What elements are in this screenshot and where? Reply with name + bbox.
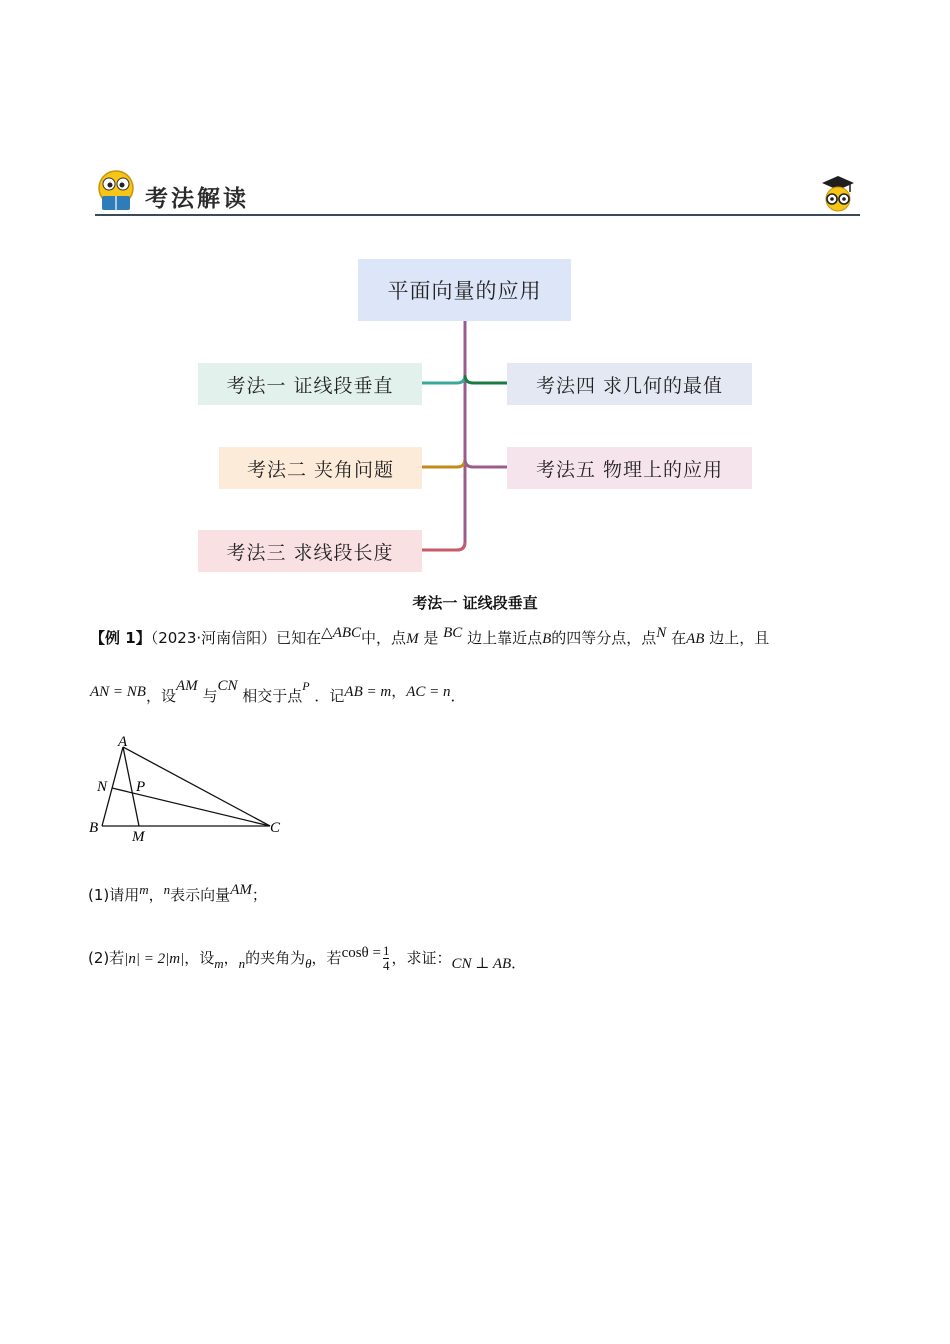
var-n: n	[163, 882, 171, 897]
fraction-one-quarter	[383, 944, 390, 973]
vector-am: AM	[175, 678, 198, 694]
mindmap-root: 平面向量的应用	[358, 259, 571, 321]
text: 是	[423, 629, 439, 647]
q2-number: (2)	[88, 949, 110, 967]
text: ，	[391, 682, 407, 700]
text: ．	[511, 954, 527, 972]
q1-number: (1)	[88, 886, 110, 904]
example-tag: 例 1	[105, 629, 136, 647]
text: 与	[202, 687, 218, 705]
conclusion-perpendicular: CN ⊥ AB	[451, 956, 512, 972]
text: ．	[450, 687, 466, 705]
text: 请用	[109, 886, 140, 904]
text: 已知在	[276, 629, 322, 647]
label-a: A	[118, 734, 128, 750]
vector-am: AM	[230, 882, 252, 898]
point-m: M	[406, 631, 419, 647]
label-n: N	[97, 779, 108, 795]
example-line-1	[90, 627, 769, 648]
var-theta: θ	[305, 956, 312, 971]
header-title: 考法解读	[145, 185, 249, 212]
magnitude-condition: |n| = 2|m|	[124, 951, 185, 967]
question-2	[88, 944, 526, 973]
example-line-2	[90, 678, 466, 705]
example-bracket-open: 【	[90, 629, 106, 647]
eq-an-nb: AN = NB	[90, 684, 146, 700]
label-b: B	[89, 820, 99, 836]
label-c: C	[270, 820, 281, 836]
text: ，若	[311, 949, 342, 967]
text: 相交于点	[242, 687, 303, 705]
text: 边上，且	[709, 629, 770, 647]
segment-bc: BC	[443, 625, 463, 641]
text: ，	[223, 949, 239, 967]
text: 表示向量	[170, 886, 231, 904]
var-m: m	[214, 956, 224, 971]
text: 的夹角为	[245, 949, 306, 967]
mindmap-node-method-5: 考法五 物理上的应用	[507, 447, 752, 489]
point-n: N	[656, 625, 667, 641]
mindmap-node-method-1: 考法一 证线段垂直	[198, 363, 422, 405]
point-b: B	[542, 631, 552, 647]
text: ；	[251, 886, 267, 904]
text: ，设	[145, 687, 176, 705]
cos-theta: cosθ =	[341, 945, 381, 961]
example-bracket-close: 】	[135, 629, 151, 647]
text: 中，点	[361, 629, 407, 647]
segment-ab: AB	[686, 631, 705, 647]
mindmap-node-method-4: 考法四 求几何的最值	[507, 363, 752, 405]
text: ，求证：	[391, 949, 452, 967]
var-m: m	[139, 882, 149, 897]
text: ．记	[314, 687, 345, 705]
question-1	[88, 884, 267, 905]
text: ，设	[184, 949, 215, 967]
eq-ab-m: AB = m	[344, 684, 392, 700]
eq-ac-n: AC = n	[406, 684, 451, 700]
text: 在	[671, 629, 687, 647]
text: 的四等分点，点	[551, 629, 657, 647]
vector-cn: CN	[217, 678, 238, 694]
fraction-denominator: 4	[382, 958, 390, 973]
label-m: M	[132, 829, 145, 845]
label-p: P	[136, 779, 146, 795]
var-n: n	[238, 956, 246, 971]
triangle-abc: △ABC	[321, 625, 362, 641]
section-title: 考法一 证线段垂直	[412, 594, 538, 612]
triangle-figure	[80, 728, 300, 848]
text: 若	[109, 949, 125, 967]
point-p: P	[302, 679, 310, 693]
mindmap-node-method-3: 考法三 求线段长度	[198, 530, 422, 572]
example-source: （2023·河南信阳）	[150, 629, 277, 647]
fraction-numerator: 1	[382, 943, 390, 958]
text: ，	[148, 886, 164, 904]
mindmap-node-method-2: 考法二 夹角问题	[219, 447, 422, 489]
text: 边上靠近点	[467, 629, 543, 647]
